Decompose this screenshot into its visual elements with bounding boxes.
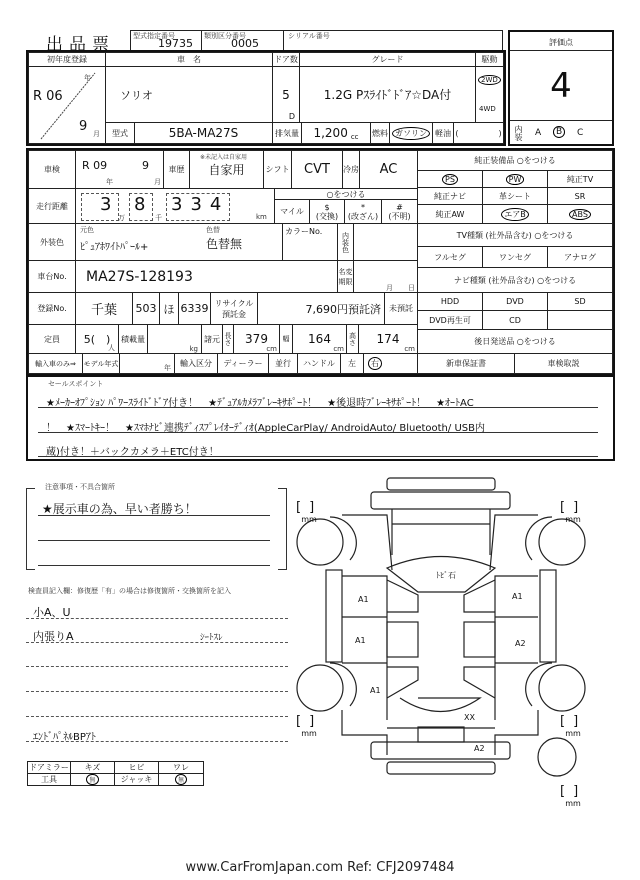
type-no: 19735 <box>158 37 193 50</box>
inspector-line: ｴﾝﾄﾞﾊﾟﾈﾙBPｱﾄ <box>33 732 96 743</box>
damage-mark: A1 <box>370 686 381 695</box>
height-label: 高さ <box>346 324 359 354</box>
equip-aw: 純正AW <box>417 204 483 224</box>
exchanged-option: $ (交換) <box>309 199 345 224</box>
handle-left: 左 <box>340 353 364 374</box>
orig-color-label: 元色 <box>80 226 94 234</box>
fuel-diesel: 軽油 <box>432 122 454 144</box>
inspection-era: R 09 <box>82 159 108 172</box>
type-label: 型式指定番号 <box>133 32 175 40</box>
ac-label: 冷房 <box>342 150 360 189</box>
fuel-label: 燃料 <box>370 122 390 144</box>
model: 5BA-MA27S <box>134 122 273 144</box>
navi-cd: CD <box>482 310 548 330</box>
later-header: 後日発送品 ○をつける <box>417 329 613 354</box>
notes-label: 注意事項・不具合箇所 <box>45 483 115 491</box>
first-reg-label: 初年度登録 <box>28 52 106 67</box>
navi-sd: SD <box>547 292 613 311</box>
damage-mark: A2 <box>474 744 485 753</box>
mileage-digit: 3 <box>190 194 210 215</box>
length: 379 <box>245 332 268 346</box>
mirror-crack: ヒビ <box>114 761 159 774</box>
import-dealer: ディーラー <box>217 353 269 374</box>
width-label: 幅 <box>279 324 293 354</box>
doors-unit: D <box>288 112 295 121</box>
damage-mark: A1 <box>512 592 523 601</box>
history-note: ※未記入は自家用 <box>200 154 248 161</box>
capacity-label: 定員 <box>28 324 76 354</box>
day-unit: 日 <box>408 284 415 292</box>
mile-option: マイル <box>274 199 310 224</box>
mileage-label: 走行距離 <box>28 188 76 224</box>
score-box <box>508 30 614 146</box>
tools-label: 工具 <box>27 773 71 786</box>
drive-2wd-circled: 2WD <box>478 75 501 85</box>
recycle-none: 未預託 <box>384 292 418 325</box>
km-unit: km <box>256 213 267 221</box>
month-unit: 月 <box>93 130 100 138</box>
class-no: 0005 <box>231 37 259 50</box>
navi-header: ナビ種類 (社外品含む) ○をつける <box>417 267 613 293</box>
person-unit: 人 <box>108 344 115 352</box>
displacement-label: 排気量 <box>272 122 302 144</box>
sheet-title: 出品票 <box>46 35 115 55</box>
interior-b-circled: B <box>553 126 565 138</box>
inspector-line: 内張りA <box>33 630 74 643</box>
damage-mark: XX <box>464 713 475 722</box>
orig-color: ﾋﾟｭｱﾎﾜｲﾄﾊﾟｰﾙ+ <box>80 242 149 253</box>
kg-unit: kg <box>189 345 198 353</box>
capacity: 5( ) <box>83 333 111 346</box>
equip-navi: 純正ナビ <box>417 187 483 205</box>
later-warranty: 新車保証書 <box>417 353 515 374</box>
vehicle-table <box>26 50 506 146</box>
recolor: 色替無 <box>206 237 243 251</box>
height: 174 <box>376 332 400 346</box>
spec-label: 諸元 <box>201 324 223 354</box>
jack-none-circled: 無 <box>175 774 187 785</box>
score-label: 評価点 <box>549 38 573 47</box>
later-manual: 車検取説 <box>514 353 613 374</box>
sales-line: 蔵)付き！＋バックカメラ＋ETC付き！ <box>46 447 219 458</box>
interior-c: C <box>577 128 584 138</box>
year-unit: 年 <box>84 74 91 82</box>
cc-unit: cc <box>350 133 359 141</box>
equip-abs-circled: ABS <box>569 209 591 220</box>
first-reg-month: 9 <box>79 119 88 134</box>
recycle-fee: 7,690円預託済 <box>257 292 385 325</box>
mileage-digit: 3 <box>100 194 112 215</box>
chassis-label: 車台No. <box>28 260 76 293</box>
mileage-digit: 8 <box>134 194 146 215</box>
tv-header: TV種類 (社外品含む) ○をつける <box>417 223 613 247</box>
handle-right-circled: 右 <box>368 357 382 370</box>
tv-fullseg: フルセグ <box>417 246 483 268</box>
inspector-label: 検査員記入欄：修復歴「有」の場合は修復箇所・交換箇所を記入 <box>28 587 231 595</box>
inspector-line: ｼｰﾄｽﾚ <box>200 633 223 643</box>
navi-dvd: DVD <box>482 292 548 311</box>
serial-label: シリアル番号 <box>288 32 330 40</box>
tire-mm: mm <box>565 799 581 808</box>
mileage-digit: 3 <box>171 194 191 215</box>
grade: 1.2G Pｽﾗｲﾄﾞﾄﾞｱ☆DA付 <box>299 66 476 123</box>
tire-mm: mm <box>301 729 317 738</box>
width: 164 <box>308 332 331 346</box>
model-label: 型式 <box>105 122 135 144</box>
sales-label: セールスポイント <box>48 380 104 388</box>
name-change-label: 名変期限 <box>337 260 354 293</box>
inspection-label: 車検 <box>28 150 76 189</box>
tire-mm: mm <box>565 729 581 738</box>
reg-kana: ほ <box>159 292 179 325</box>
equip-ps-circled: PS <box>442 174 458 185</box>
damage-mark: A2 <box>515 639 526 648</box>
reg-label: 登録No. <box>28 292 76 325</box>
drive-4wd: 4WD <box>479 105 496 113</box>
color-label: 外装色 <box>28 223 76 261</box>
recolor-label: 色替 <box>206 226 220 234</box>
tools-none-circled: 無 <box>86 774 98 785</box>
damage-mark: A1 <box>355 636 366 645</box>
drive-label: 駆動 <box>475 52 504 67</box>
details-table <box>26 148 615 376</box>
model-year-label: モデル年式 <box>82 353 120 374</box>
month-unit: 月 <box>386 284 393 292</box>
equip-tv: 純正TV <box>547 170 613 188</box>
interior-a: A <box>535 128 542 138</box>
reg-no: 6339 <box>178 292 211 325</box>
fuel-gasoline-circled: ガソリン <box>392 127 430 140</box>
handle-label: ハンドル <box>297 353 341 374</box>
class-label: 類別区分番号 <box>204 32 246 40</box>
displacement: 1,200 <box>313 126 348 140</box>
equip-sr: SR <box>547 187 613 205</box>
length-label: 長さ <box>222 324 234 354</box>
cm-unit: cm <box>266 345 277 353</box>
tire-mm: mm <box>565 515 581 524</box>
footer-ref: www.CarFromJapan.com Ref: CFJ2097484 <box>185 860 455 875</box>
mirror-label: ドアミラー <box>27 761 71 774</box>
sen-unit: 千 <box>155 214 162 222</box>
reg-area: 千葉 <box>75 292 133 325</box>
sales-line: ！ ★ｽﾏｰﾄｷｰ！ ★ｽﾏﾎﾅﾋﾞ連携ﾃﾞｨｽﾌﾟﾚｲｵｰﾃﾞｨｵ(AppleCarPlay/ AndroidAuto/ Bluetooth/ USB内 <box>46 423 485 434</box>
tampered-option: * (改ざん) <box>344 199 382 224</box>
doors: 5 <box>282 87 290 102</box>
doors-label: ドア数 <box>272 52 300 67</box>
equipment-header: 純正装備品 ○をつける <box>417 150 613 171</box>
year-unit: 年 <box>106 178 113 186</box>
sales-points <box>26 375 615 461</box>
history: 自家用 <box>208 163 245 177</box>
month-unit: 月 <box>154 178 161 186</box>
fuel-other: ( ) <box>453 122 504 144</box>
shift-label: シフト <box>263 150 292 189</box>
damage-mark: A1 <box>358 595 369 604</box>
tv-oneseg: ワンセグ <box>482 246 548 268</box>
reg-class: 503 <box>132 292 160 325</box>
ac: AC <box>359 150 418 189</box>
recycle-label: リサイクル預託金 <box>210 292 258 325</box>
color-no-label: カラーNo. <box>282 223 338 261</box>
auction-sheet: 出品票 型式指定番号 19735 類別区分番号 0005 シリアル番号 評価点 4 内装 A B C 初年度登録 年 R 06 9 月 車 名 ソリオ ドア数 5 D グレード 1.2G Pｽﾗｲﾄﾞﾄﾞｱ☆DA付 駆動 2WD 4WD 型式 5BA-MA27S 排気量 1,200 cc 燃料 ガソリン 軽油 ( ) 車検 R 09 年 9 月 車歴 ※未記入は自家用 自家用 シフト CVT 冷房 AC 走行距離 3 万 8 千 334 km ○をつける マイル $ (交換) * (改ざん) # (不明) 外装色 元色 ﾋﾟｭｱﾎﾜｲﾄﾊﾟｰﾙ+ 色替 色替無 カラーNo. 内装色 車台No. MA27S-128193 名変期限 月 日 登録No. 千葉 503 ほ 6339 リサイクル預託金 7,690円預託済 未預託 定員 5( ) 人 積載量 kg 諸元 長さ 379 cm 幅 164 cm 高さ 174 cm 輸入車のみ⇒ モデル年式 年 輸入区分 ディーラー 並行 ハンドル 左 右 純正装備品 ○をつける PS PW 純正TV 純正ナビ 革シート SR 純正AW エアB ABS TV種類 (社外品含む) ○をつける フルセグ ワンセグ アナログ ナビ種類 (社外品含む) ○をつける HDD DVD SD DVD再生可 CD 後日発送品 ○をつける 新車保証書 車検取説 セールスポイント ★ﾒｰｶｰｵﾌﾟｼｮﾝ ﾊﾟﾜｰｽﾗｲﾄﾞﾄﾞｱ付き！ ★ﾃﾞｭｱﾙｶﾒﾗﾌﾞﾚｰｷｻﾎﾟｰﾄ！ ★後退時ﾌﾞﾚｰｷｻﾎﾟｰﾄ！ ★ｵｰﾄAC ！ ★ｽﾏｰﾄｷｰ！ ★ｽﾏﾎﾅﾋﾞ連携ﾃﾞｨｽﾌﾟﾚｲｵｰﾃﾞｨｵ(AppleCarPlay/ AndroidAuto/ Bluetooth/ USB内 蔵)付き！＋バックカメラ＋ETC付き！ 注意事項・不具合箇所 ★展示車の為、早い者勝ち！ 検査員記入欄：修復歴「有」の場合は修復箇所・交換箇所を記入 小A、U 内張りA ｼｰﾄｽﾚ ｴﾝﾄﾞﾊﾟﾈﾙBPｱﾄ ドアミラー キズ ヒビ ワレ 工具 無 ジャッキ 無 ﾄﾋﾞ石 A1 A1 A1 A1 A2 XX A2 [] mm [] mm [] mm [] mm [] mm www.CarFromJapan.com Ref: CFJ2097484 <box>0 0 640 880</box>
interior-label: 内装 <box>514 125 523 141</box>
interior-color-label: 内装色 <box>337 223 354 261</box>
history-label: 車歴 <box>163 150 190 189</box>
mileage-digit: 4 <box>209 194 230 215</box>
equip-airbag-circled: エアB <box>501 208 529 221</box>
load-label: 積載量 <box>118 324 148 354</box>
tv-analog: アナログ <box>547 246 613 268</box>
grade-label: グレード <box>299 52 476 67</box>
unknown-option: # (不明) <box>381 199 418 224</box>
equip-pw-circled: PW <box>506 174 525 185</box>
chassis-no: MA27S-128193 <box>75 260 338 293</box>
notes-line: ★展示車の為、早い者勝ち！ <box>42 502 197 516</box>
navi-dvd-play: DVD再生可 <box>417 310 483 330</box>
first-reg-era: R 06 <box>33 89 63 104</box>
tire-mm: mm <box>301 515 317 524</box>
import-parallel: 並行 <box>268 353 298 374</box>
navi-hdd: HDD <box>417 292 483 311</box>
import-type-label: 輸入区分 <box>174 353 218 374</box>
cm-unit: cm <box>333 345 344 353</box>
inspector-line: 小A、U <box>33 606 71 619</box>
mirror-scratch: キズ <box>70 761 115 774</box>
import-label: 輸入車のみ⇒ <box>28 353 83 374</box>
year-unit: 年 <box>164 364 171 372</box>
shift: CVT <box>291 150 343 189</box>
mileage <box>75 188 275 224</box>
score-value: 4 <box>550 66 572 106</box>
inspection-month: 9 <box>142 159 149 172</box>
car-name: ソリオ <box>105 66 273 123</box>
cm-unit: cm <box>404 345 415 353</box>
jack-label: ジャッキ <box>114 773 159 786</box>
sales-line: ★ﾒｰｶｰｵﾌﾟｼｮﾝ ﾊﾟﾜｰｽﾗｲﾄﾞﾄﾞｱ付き！ ★ﾃﾞｭｱﾙｶﾒﾗﾌﾞﾚｰｷｻﾎﾟｰﾄ！ ★後退時ﾌﾞﾚｰｷｻﾎﾟｰﾄ！ ★ｵｰﾄAC <box>46 398 474 409</box>
man-unit: 万 <box>118 214 125 222</box>
name-label: 車 名 <box>105 52 273 67</box>
mark-label: ○をつける <box>274 188 418 200</box>
mirror-broken: ワレ <box>158 761 204 774</box>
damage-mark: ﾄﾋﾞ石 <box>436 571 456 580</box>
equip-leather: 革シート <box>482 187 548 205</box>
